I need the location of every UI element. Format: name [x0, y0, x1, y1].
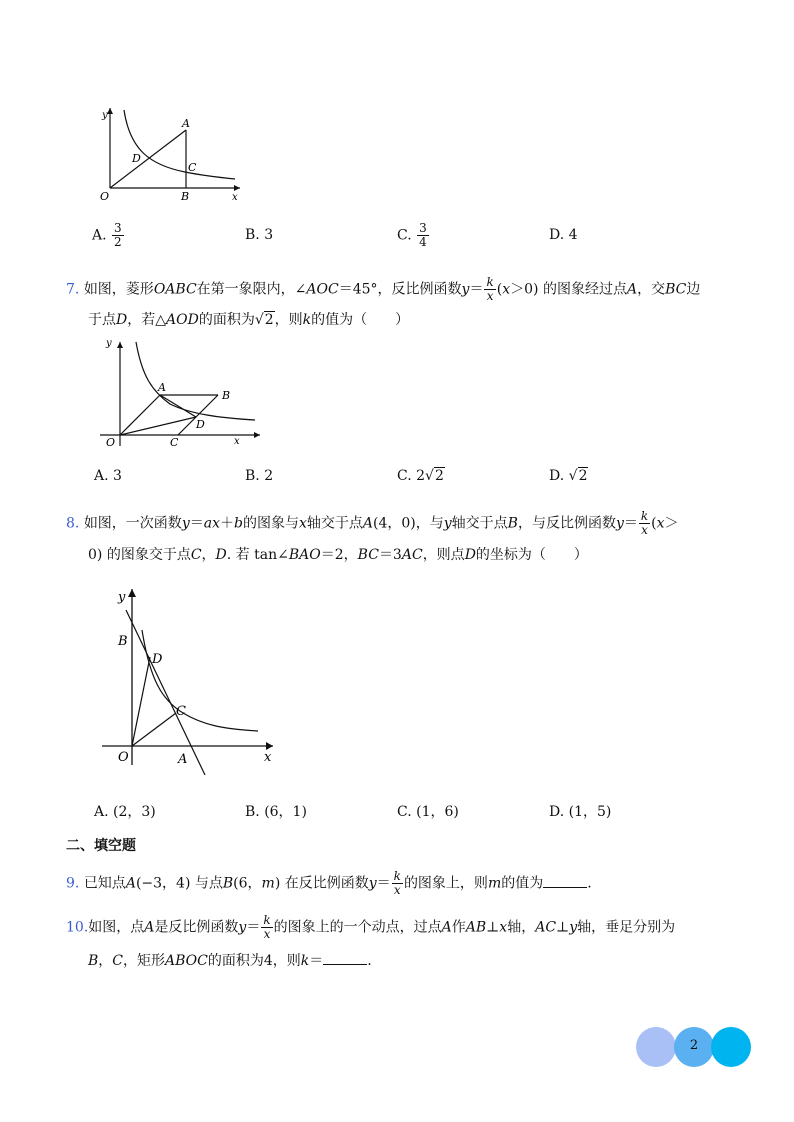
q9-text: 已知点 — [83, 875, 126, 892]
q7-option-d-sqrt: 2 — [578, 468, 588, 484]
q8-text: x — [656, 515, 665, 532]
q8-option-c[interactable]: C. (1，6) — [397, 804, 459, 820]
q9-text: (−3，4) 与点 — [135, 875, 223, 892]
q6-segment-OA — [110, 130, 186, 188]
q8-text: ＝2， — [320, 547, 358, 563]
q7-label-y: y — [106, 338, 112, 349]
q7-text: ＝45°，反比例函数 — [338, 281, 462, 298]
q8-text: C — [190, 547, 202, 563]
q6-option-c-den: 4 — [419, 235, 427, 249]
q6-option-a-prefix: A. — [92, 227, 107, 244]
q7-text: ，则 — [274, 312, 303, 328]
q8-fraction — [639, 510, 650, 537]
q8-text: ax — [203, 515, 220, 532]
q10-text: 如图，点 — [88, 919, 145, 936]
q8-label-O: O — [118, 750, 129, 765]
q8-line-AB — [126, 610, 205, 775]
q10-text: 作 — [451, 919, 466, 936]
q7-label-C: C — [170, 436, 179, 449]
q6-label-D: D — [132, 152, 141, 165]
q8-text: D — [464, 547, 476, 563]
q6-label-C: C — [188, 161, 197, 174]
q8-text: y — [181, 515, 190, 532]
q8-text: ， — [201, 547, 216, 563]
q7-text: 的值为（ ） — [311, 312, 410, 328]
q10-text: . — [367, 953, 372, 969]
q7-option-c-prefix: C. 2 — [397, 468, 426, 484]
q10-text: 是反比例函数 — [154, 919, 239, 936]
q9-text: (6， — [233, 875, 262, 892]
q10-frac-den: x — [263, 927, 271, 941]
q7-option-b[interactable]: B. 2 — [245, 468, 274, 484]
q7-text: ( — [496, 281, 503, 298]
q6-label-A: A — [182, 117, 190, 130]
q9-frac-den: x — [393, 883, 401, 897]
q9-text: A — [125, 875, 136, 892]
q7-text: y — [461, 281, 470, 298]
q7-option-d[interactable]: D. √2 — [549, 468, 588, 484]
q8-x-arrow — [266, 742, 273, 750]
q9-text: ) 在反比例函数 — [274, 875, 369, 892]
q7-text: A — [626, 281, 638, 298]
q7-line2: 于点D，若△AOD的面积为√2，则k的值为（ ） — [88, 312, 410, 328]
q8-text: ＞ — [664, 515, 679, 532]
q8-label-x: x — [264, 750, 272, 765]
q9-text: m — [261, 875, 275, 892]
q7-option-a[interactable]: A. 3 — [94, 468, 122, 484]
q9-line — [66, 870, 592, 897]
q6-label-O: O — [100, 190, 110, 203]
q7-text: ，若△ — [127, 312, 167, 328]
q8-text: 如图，一次函数 — [83, 515, 182, 532]
q7-frac-num: k — [486, 275, 494, 289]
q8-y-arrow — [128, 589, 136, 597]
q9-fraction — [392, 870, 403, 897]
q6-option-d[interactable]: D. 4 — [549, 227, 578, 243]
q10-text: k — [300, 953, 310, 969]
q7-text: ＝ — [469, 281, 484, 298]
q8-text: 轴交于点 — [306, 515, 363, 532]
q8-text: (4，0)，与 — [372, 515, 444, 532]
q7-segment-OD — [120, 417, 196, 435]
q10-text: y — [238, 919, 247, 936]
q6-option-a-num: 3 — [114, 221, 122, 235]
q8-text: b — [233, 515, 243, 532]
page-number: 2 — [689, 1038, 699, 1053]
q8-text: y — [443, 515, 452, 532]
q8-text: ＝3 — [378, 547, 402, 563]
q9-text: . — [587, 875, 592, 892]
q8-text: ＝ — [623, 515, 638, 532]
q8-label-y: y — [118, 590, 126, 605]
q7-figure — [90, 336, 265, 451]
q7-number: 7. — [66, 281, 80, 298]
q7-option-d-prefix: D. — [549, 468, 565, 484]
q8-frac-num: k — [640, 509, 649, 523]
q8-line2 — [88, 545, 588, 565]
q8-text: A — [362, 515, 373, 532]
q6-option-c-num: 3 — [419, 221, 427, 235]
q8-text: 的图象与 — [242, 515, 299, 532]
q8-number: 8. — [66, 515, 80, 532]
q6-label-x: x — [232, 192, 238, 203]
q8-text: AC — [401, 547, 423, 563]
q6-x-arrow — [234, 185, 240, 191]
q8-segment-OD — [132, 657, 150, 746]
q6-option-c[interactable] — [397, 222, 430, 249]
q7-option-c-sqrt: 2 — [434, 468, 444, 484]
q10-line2 — [88, 950, 372, 971]
q10-text: ＝ — [246, 919, 261, 936]
q7-option-c[interactable]: C. 2√2 — [397, 468, 444, 484]
q6-option-c-prefix: C. — [397, 227, 412, 244]
q10-text: 的图象上的一个动点，过点 — [273, 919, 442, 936]
q10-answer-blank[interactable] — [323, 950, 367, 965]
q6-hyperbola — [124, 110, 235, 179]
q8-text: BAO — [288, 547, 321, 563]
q8-frac-den: x — [641, 523, 648, 537]
q8-text: 的坐标为（ ） — [475, 547, 588, 563]
q9-text: 的图象上，则 — [403, 875, 488, 892]
q9-text: y — [368, 875, 377, 892]
q7-label-B: B — [222, 389, 231, 402]
q8-text: ＝ — [189, 515, 204, 532]
q8-text: ，则点 — [422, 547, 465, 563]
q10-text: B — [88, 953, 99, 969]
q8-text: BC — [357, 547, 379, 563]
q7-segment-OA — [120, 395, 160, 435]
q7-text: 的面积为 — [198, 312, 255, 328]
q6-option-b[interactable]: B. 3 — [245, 227, 274, 243]
q8-text: 轴交于点 — [451, 515, 508, 532]
q8-text: y — [615, 515, 624, 532]
q7-y-arrow — [117, 342, 123, 348]
q7-label-D: D — [196, 418, 205, 431]
q7-hyperbola — [136, 342, 255, 420]
q8-text: D — [215, 547, 227, 563]
q10-text: ，矩形 — [123, 953, 166, 969]
q7-text: 于点 — [88, 312, 116, 328]
q8-text: B — [507, 515, 518, 532]
q9-number: 9. — [66, 875, 80, 892]
q7-x-arrow — [254, 432, 260, 438]
q9-text: 的值为 — [501, 875, 544, 892]
q8-label-B: B — [118, 634, 128, 649]
q10-text: 轴，垂足分别为 — [577, 919, 676, 936]
q7-text: AOD — [166, 312, 199, 328]
q7-text: x — [502, 281, 511, 298]
q8-figure — [98, 585, 283, 775]
q10-text: A — [441, 919, 452, 936]
q6-y-arrow — [107, 108, 113, 114]
q10-text: ABOC — [165, 953, 208, 969]
q6-label-B: B — [181, 190, 190, 203]
q9-answer-blank[interactable] — [543, 873, 587, 888]
q7-label-O: O — [106, 436, 116, 449]
q9-text: ＝ — [376, 875, 391, 892]
q8-text: ( — [651, 515, 657, 532]
q8-label-C: C — [176, 704, 186, 719]
q7-text: OABC — [153, 281, 197, 298]
q8-option-d[interactable]: D. (1，5) — [549, 804, 612, 820]
page-decor-circle-right — [711, 1027, 751, 1067]
q7-label-x: x — [234, 436, 240, 447]
q10-text: ⊥ — [556, 919, 570, 936]
q10-frac-num: k — [263, 913, 271, 927]
q6-option-c-fraction — [417, 222, 429, 249]
q10-text: 的面积为4，则 — [207, 953, 301, 969]
q7-text: 在第一象限内，∠ — [196, 281, 307, 298]
q7-fraction — [484, 276, 495, 303]
q10-text: ＝ — [309, 953, 324, 969]
q8-text: x — [298, 515, 307, 532]
q10-text: A — [144, 919, 155, 936]
q7-text: 边 — [686, 281, 701, 298]
q6-option-a[interactable] — [92, 222, 125, 249]
q6-label-y: y — [102, 110, 108, 121]
q7-text: ，交 — [637, 281, 666, 298]
q7-text: BC — [665, 281, 687, 298]
q10-fraction — [261, 914, 272, 941]
q8-option-b[interactable]: B. (6，1) — [245, 804, 307, 820]
q8-line1 — [66, 510, 679, 537]
q8-option-a[interactable]: A. (2，3) — [94, 804, 156, 820]
q7-text: 如图，菱形 — [83, 281, 154, 298]
q8-text: ，与反比例函数 — [517, 515, 616, 532]
q7-text: AOC — [306, 281, 339, 298]
q7-line1 — [66, 276, 700, 303]
q9-text: B — [222, 875, 234, 892]
q9-text: m — [487, 875, 502, 892]
q6-figure — [90, 100, 250, 210]
q7-text: k — [302, 312, 312, 328]
q10-text: ⊥ — [486, 919, 500, 936]
q8-label-D: D — [152, 652, 163, 667]
q10-text: C — [112, 953, 124, 969]
q10-line1 — [66, 914, 675, 941]
q8-text: 0) 的图象交于点 — [88, 547, 191, 563]
page-decor-circle-left — [636, 1027, 676, 1067]
q10-text: AC — [535, 919, 557, 936]
q10-text: ， — [98, 953, 113, 969]
section-title: 二、填空题 — [66, 838, 136, 854]
q7-segment-AD — [160, 395, 196, 417]
q7-sqrt: 2 — [264, 312, 274, 328]
q10-number: 10. — [66, 919, 89, 936]
q10-text: AB — [465, 919, 487, 936]
q10-text: x — [499, 919, 508, 936]
q8-text: . 若 tan∠ — [226, 547, 289, 563]
q7-text: D — [116, 312, 128, 328]
q10-text: 轴， — [507, 919, 536, 936]
q8-text: ＋ — [219, 515, 234, 532]
q9-frac-num: k — [393, 869, 401, 883]
q8-label-A: A — [178, 752, 188, 767]
q7-label-A: A — [158, 381, 166, 394]
q7-text: ＞0) 的图象经过点 — [510, 281, 627, 298]
q8-segment-OC — [132, 713, 176, 746]
q10-text: y — [569, 919, 578, 936]
q7-frac-den: x — [486, 289, 494, 303]
q6-option-a-den: 2 — [114, 235, 122, 249]
q6-option-a-fraction — [112, 222, 124, 249]
